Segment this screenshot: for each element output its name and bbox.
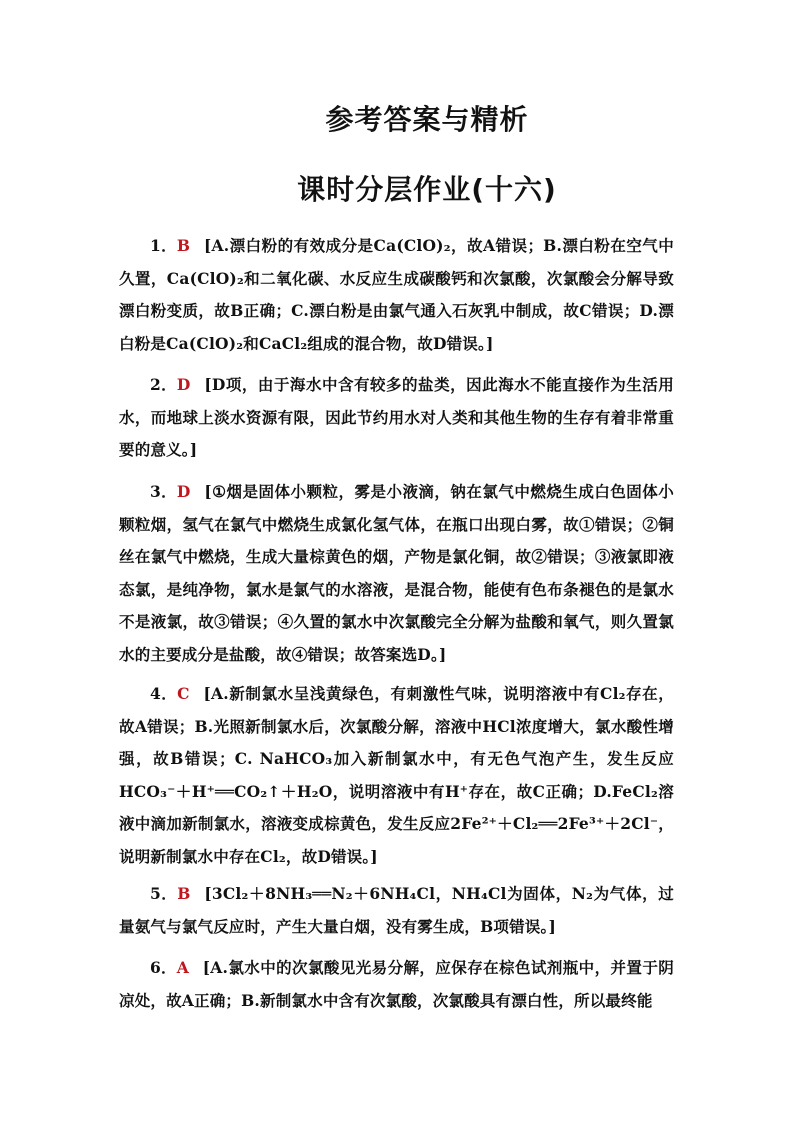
item-number: 2． — [150, 375, 177, 394]
answer-item-3 — [119, 476, 674, 671]
answer-letter: B — [177, 884, 191, 903]
item-number: 6． — [150, 958, 177, 977]
answer-item-2 — [119, 369, 674, 467]
item-number: 4． — [150, 684, 178, 703]
answer-letter: D — [176, 482, 191, 501]
item-number: 1． — [150, 236, 177, 255]
answer-letter: A — [176, 958, 189, 977]
explanation-text: [A.新制氯水呈浅黄绿色，有刺激性气味，说明溶液中有Cl₂存在，故A错误；B.光照新制氯水后，次氯酸分解，溶液中HCl浓度增大，氯水酸性增强，故B错误；C. NaHCO₃加入新制氯水中，有无色气泡产生，发生反应HCO₃⁻＋H⁺══CO₂↑＋H₂O，说明溶液中有H⁺存在，故C正确；D.FeCl₂溶液中滴加新制氯水，溶液变成棕黄色，发生反应2Fe²⁺＋Cl₂══2Fe³⁺＋2Cl⁻，说明新制氯水中存在Cl₂，故D错误。] — [119, 684, 675, 866]
explanation-text: [A.漂白粉的有效成分是Ca(ClO)₂，故A错误；B.漂白粉在空气中久置，Ca(ClO)₂和二氧化碳、水反应生成碳酸钙和次氯酸，次氯酸会分解导致漂白粉变质，故B正确；C.漂白粉是由氯气通入石灰乳中制成，故C错误；D.漂白粉是Ca(ClO)₂和CaCl₂组成的混合物，故D错误。] — [119, 236, 674, 353]
explanation-text: [D项，由于海水中含有较多的盐类，因此海水不能直接作为生活用水，而地球上淡水资源有限，因此节约用水对人类和其他生物的生存有着非常重要的意义。] — [119, 375, 674, 459]
answer-item-6 — [119, 952, 674, 1017]
answer-item-4 — [119, 678, 674, 873]
answer-item-1 — [119, 230, 674, 360]
explanation-text: [3Cl₂＋8NH₃══N₂＋6NH₄Cl，NH₄Cl为固体，N₂为气体，过量氨气与氯气反应时，产生大量白烟，没有雾生成，B项错误。] — [119, 884, 674, 936]
item-number: 5． — [150, 884, 178, 903]
explanation-text: [①烟是固体小颗粒，雾是小液滴，钠在氯气中燃烧生成白色固体小颗粒烟，氢气在氯气中燃烧生成氯化氢气体，在瓶口出现白雾，故①错误；②铜丝在氯气中燃烧，生成大量棕黄色的烟，产物是氯化铜，故②错误；③液氯即液态氯，是纯净物，氯水是氯气的水溶液，是混合物，能使有色布条褪色的是氯水不是液氯，故③错误；④久置的氯水中次氯酸完全分解为盐酸和氧气，则久置氯水的主要成分是盐酸，故④错误；故答案选D。] — [119, 482, 674, 664]
answer-item-5 — [119, 878, 674, 943]
section-title: 课时分层作业(十六) — [297, 173, 557, 206]
answer-letter: D — [176, 375, 191, 394]
answer-letter: B — [176, 236, 190, 255]
explanation-text: [A.氯水中的次氯酸见光易分解，应保存在棕色试剂瓶中，并置于阴凉处，故A正确；B.新制氯水中含有次氯酸，次氯酸具有漂白性，所以最终能 — [119, 958, 674, 1010]
page-title: 参考答案与精析 — [325, 103, 529, 136]
item-number: 3． — [150, 482, 177, 501]
answer-letter: C — [177, 684, 190, 703]
